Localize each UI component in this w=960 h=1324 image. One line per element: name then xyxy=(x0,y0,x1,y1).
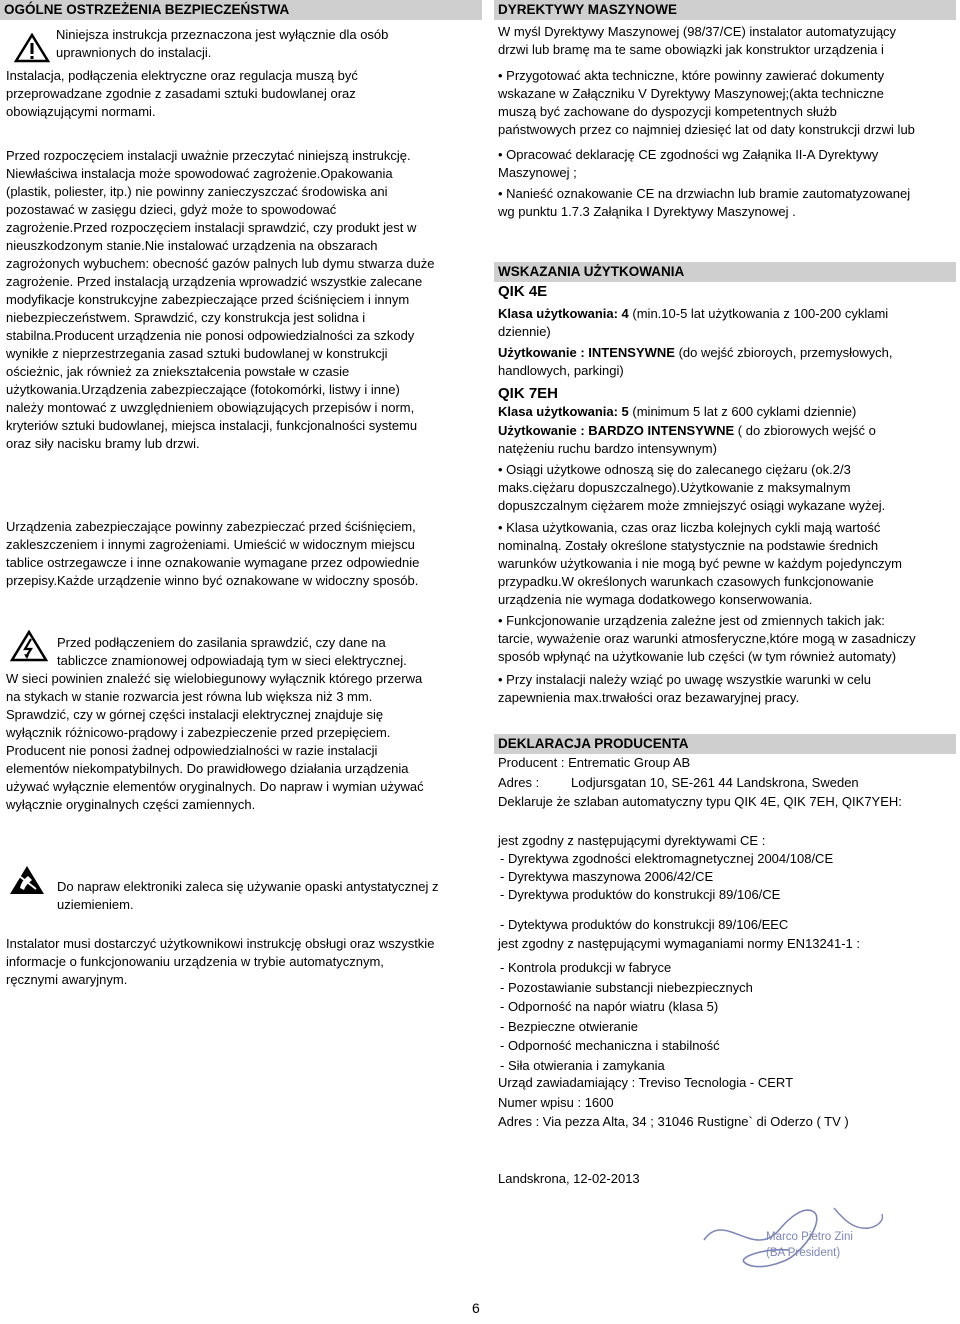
notified-body-address: Adres : Via pezza Alta, 34 ; 31046 Rustigne` di Oderzo ( TV ) xyxy=(498,1114,849,1129)
usage-class-label: Klasa użytkowania: 4 xyxy=(498,306,629,321)
bullet-ce-marking xyxy=(498,185,910,221)
general-warnings-header: OGÓLNE OSTRZEŻENIA BEZPIECZEŃSTWA xyxy=(0,0,482,20)
usage-class-detail: (minimum 5 lat z 600 cyklami dziennie) xyxy=(628,404,857,419)
text-line: tablice ostrzegawcze i inne oznakowanie wymagane przez odpowiednie xyxy=(6,555,420,570)
text-line: natężeniu ruchu bardzo intensywnym) xyxy=(498,441,717,456)
bullet-ce-declaration xyxy=(498,146,878,182)
place-and-date: Landskrona, 12-02-2013 xyxy=(498,1171,640,1186)
model-qik7eh: QIK 7EH xyxy=(498,385,559,402)
text-line: elementów niekompatybilnych. Do prawidłowego działania urządzenia xyxy=(6,761,409,776)
electrical-hazard-icon xyxy=(10,630,48,662)
producer-line: Producent : Entrematic Group AB xyxy=(498,755,691,770)
text-line: pozostawać w zasięgu dzieci, gdyż może to spowodować xyxy=(6,202,337,217)
electrical-line-1: Przed podłączeniem do zasilania sprawdzić, czy dane na xyxy=(57,635,386,650)
bullet-installation-conditions xyxy=(498,671,871,707)
text-line: zapewnienia max.trwałości oraz bezawaryjnej pracy. xyxy=(498,690,800,705)
conformity-directives-intro: jest zgodny z następującymi dyrektywami CE : xyxy=(498,833,766,848)
usage-class-detail: (min.10-5 lat użytkowania z 100-200 cyklami xyxy=(628,306,889,321)
electrical-line-2: tabliczce znamionowej odpowiadają tym w sieci elektrycznej. xyxy=(57,653,407,668)
paragraph-installer-must xyxy=(6,935,434,989)
text-line: (plastik, poliester, itp.) nie powinny zanieczyszczać środowiska ani xyxy=(6,184,388,199)
text-line: Maszynowej ; xyxy=(498,165,577,180)
list-item: - Kontrola produkcji w fabryce xyxy=(500,960,672,975)
conformity-norm-intro: jest zgodny z następującymi wymaganiami normy EN13241-1 : xyxy=(498,936,861,951)
page-number: 6 xyxy=(472,1300,480,1316)
text-line: dziennie) xyxy=(498,324,551,339)
text-line: • Funkcjonowanie urządzenia zależne jest od zmiennych takich jak: xyxy=(498,612,916,630)
text-line: oraz siły nacisku bramy lub drzwi. xyxy=(6,436,200,451)
text-line: W myśl Dyrektywy Maszynowej (98/37/CE) instalator automatyzujący xyxy=(498,24,897,39)
text-line: nieuszkodzonym stanie.Nie instalować urządzenia na obszarach xyxy=(6,238,378,253)
text-line: ościeżnic, jak również za zniekształcenia powstałe w czasie xyxy=(6,364,350,379)
bullet-usage-class xyxy=(498,519,902,609)
usage-class-5 xyxy=(498,403,856,421)
usage-indications-header: WSKAZANIA UŻYTKOWANIA xyxy=(494,262,956,282)
bullet-performance xyxy=(498,461,885,515)
text-line: zakleszczeniem i innymi zagrożeniami. Umieścić w widocznym miejscu xyxy=(6,537,415,552)
text-line: należy montować z uwzględnieniem obowiązujących przepisów i norm, xyxy=(6,400,415,415)
usage-type-intensive xyxy=(498,344,892,380)
text-line: urządzenia nie wymaga dodatkowego konserwowania. xyxy=(498,592,813,607)
warning-icon xyxy=(14,33,50,63)
registration-number: Numer wpisu : 1600 xyxy=(498,1095,614,1110)
text-line: • Opracować deklarację CE zgodności wg Załąnika II-A Dyrektywy xyxy=(498,146,878,164)
paragraph-network xyxy=(6,670,424,814)
paragraph-before-installation xyxy=(6,147,435,453)
text-line: używać wyłącznie elementów oryginalnych. Do napraw i wymian używać xyxy=(6,779,424,794)
esd-line-2: uziemieniem. xyxy=(57,897,134,912)
declaration-line: Deklaruje że szlaban automatyczny typu QIK 4E, QIK 7EH, QIK7YEH: xyxy=(498,794,902,809)
usage-type-label: Użytkowanie : INTENSYWNE xyxy=(498,345,675,360)
directive-intro xyxy=(498,23,896,59)
paragraph-installation xyxy=(6,67,358,121)
intro-line-1: Niniejsza instrukcja przeznaczona jest wyłącznie dla osób xyxy=(56,27,389,42)
text-line: przypadku.W określonych warunkach czasowych funkcjonowanie xyxy=(498,574,874,589)
intro-line-2: uprawnionych do instalacji. xyxy=(56,45,212,60)
bullet-functioning xyxy=(498,612,916,666)
list-item: - Odporność mechaniczna i stabilność xyxy=(500,1038,720,1053)
text-line: kryteriów sztuki budowlanej, miejsca instalacji, funkcjonalności systemu xyxy=(6,418,418,433)
text-line: sposób wpłynąć na użytkowanie lub części (w tym również automaty) xyxy=(498,649,897,664)
paragraph-safety-devices xyxy=(6,518,419,590)
address-label: Adres : xyxy=(498,775,540,790)
text-line: ręcznymi awaryjnym. xyxy=(6,972,128,987)
signature xyxy=(694,1200,894,1276)
list-item: - Dyrektywa zgodności elektromagnetycznej 2004/108/CE xyxy=(500,851,834,866)
directive-extra: - Dytektywa produktów do konstrukcji 89/106/EEC xyxy=(500,917,789,932)
text-line: Instalator musi dostarczyć użytkownikowi instrukcję obsługi oraz wszystkie xyxy=(6,936,435,951)
usage-type-label: Użytkowanie : BARDZO INTENSYWNE xyxy=(498,423,735,438)
text-line: wg punktu 1.7.3 Załąnika I Dyrektywy Maszynowej . xyxy=(498,204,796,219)
notified-body: Urząd zawiadamiający : Treviso Tecnologia - CERT xyxy=(498,1075,794,1090)
manufacturer-declaration-header: DEKLARACJA PRODUCENTA xyxy=(494,734,956,754)
usage-class-4 xyxy=(498,305,888,341)
text-line: wyłącznik różnicowo-prądowy i zabezpieczenie przed przepięciem. xyxy=(6,725,391,740)
signature-name: Marco Pietro Zini xyxy=(766,1231,853,1243)
text-line: Urządzenia zabezpieczające powinny zabezpieczać przed ściśnięciem, xyxy=(6,519,416,534)
text-line: przeprowadzane zgodnie z zasadami sztuki budowlanej oraz xyxy=(6,86,356,101)
text-line: • Klasa użytkowania, czas oraz liczba kolejnych cykli mają wartość xyxy=(498,519,902,537)
directives-list xyxy=(500,850,833,904)
text-line: Instalacja, podłączenia elektryczne oraz regulacja muszą być xyxy=(6,68,358,83)
esd-line-1: Do napraw elektroniki zaleca się używanie opaski antystatycznej z xyxy=(57,879,439,894)
list-item: - Bezpieczne otwieranie xyxy=(500,1018,639,1034)
text-line: Producent nie ponosi żadnej odpowiedzialności w razie instalacji xyxy=(6,743,378,758)
list-item: - Dyrektywa maszynowa 2006/42/CE xyxy=(500,869,714,884)
text-line: niebezpieczeństwem. Sprawdzić, czy konstrukcja jest solidna i xyxy=(6,310,366,325)
usage-type-very-intensive xyxy=(498,422,876,458)
text-line: Sprawdzić, czy w górnej części instalacji elektrycznej znajduje się xyxy=(6,707,384,722)
text-line: państwowych przez co najmniej dziesięć lat od daty konstrukcji drzwi lub xyxy=(498,122,915,137)
text-line: zagrożenie. Przed instalacją urządzenia wprowadzić wszystkie zalecane xyxy=(6,274,423,289)
signature-title: (BA President) xyxy=(766,1247,841,1259)
list-item: - Pozostawianie substancji niebezpiecznych xyxy=(500,979,753,995)
machinery-directives-header: DYREKTYWY MASZYNOWE xyxy=(494,0,956,20)
text-line: handlowych, parkingi) xyxy=(498,363,624,378)
text-line: Przed rozpoczęciem instalacji uważnie przeczytać niniejszą instrukcję. xyxy=(6,148,411,163)
model-qik4e: QIK 4E xyxy=(498,283,548,300)
text-line: obowiązującymi normami. xyxy=(6,104,156,119)
text-line: informacje o funkcjonowaniu urządzenia w trybie automatycznym, xyxy=(6,954,384,969)
address-value: Lodjursgatan 10, SE-261 44 Landskrona, Sweden xyxy=(571,775,859,790)
requirements-list xyxy=(500,959,753,1075)
usage-class-label: Klasa użytkowania: 5 xyxy=(498,404,629,419)
text-line: zagrożonych wybuchem: obecność gazów palnych lub dymu stwarza duże xyxy=(6,256,435,271)
list-item: - Odporność na napór wiatru (klasa 5) xyxy=(500,999,719,1014)
text-line: zagrożenie.Przed rozpoczęciem instalacji sprawdzić, czy produkt jest w xyxy=(6,220,417,235)
text-line: • Osiągi użytkowe odnoszą się do zalecanego ciężaru (ok.2/3 xyxy=(498,461,885,479)
text-line: modyfikacje konstrukcyjne zabezpieczające przed ściśnięciem i innym xyxy=(6,292,410,307)
text-line: • Nanieść oznakowanie CE na drzwiachn lub bramie zautomatyzowanej xyxy=(498,185,910,203)
usage-type-detail: (do wejść zbioroych, przemysłowych, xyxy=(674,345,893,360)
text-line: tarcie, wyważenie oraz warunki atmosferyczne,które mogą w zasadniczy xyxy=(498,631,916,646)
text-line: W sieci powinien znaleźć się wielobiegunowy wyłącznik którego przerwa xyxy=(6,671,423,686)
text-line: wskazane w Załączniku V Dyrektywy Maszynowej;(akta techniczne xyxy=(498,86,884,101)
text-line: muszą być zachowane do dyspozycji kompetentnych służb xyxy=(498,104,837,119)
esd-icon xyxy=(8,864,46,896)
text-line: przepisy.Każde urządzenie winno być oznakowane w widoczny sposób. xyxy=(6,573,419,588)
text-line: • Przygotować akta techniczne, które powinny zawierać dokumenty xyxy=(498,67,915,85)
text-line: drzwi lub bramę ma te same obowiązki jak konstruktor urządzenia i xyxy=(498,42,884,57)
text-line: użytkowania.Urządzenia zabezpieczające (fotokomórki, listwy i inne) xyxy=(6,382,400,397)
text-line: • Przy instalacji należy wziąć po uwagę wszystkie warunki w celu xyxy=(498,671,871,689)
text-line: maks.ciężaru dopuszczalnego).Użytkowanie z maksymalnym xyxy=(498,480,851,495)
usage-type-detail: ( do zbiorowych wejść o xyxy=(734,423,876,438)
text-line: warunków użytkowania i nie mogą być pewne w każdym pojedynczym xyxy=(498,556,902,571)
text-line: nominalną. Zostały określone statystycznie na podstawie średnich xyxy=(498,538,879,553)
text-line: na stykach w stanie rozwarcia jest równa lub większa niż 3 mm. xyxy=(6,689,373,704)
text-line: wynikłe z nieprzestrzegania zasad sztuki budowlanej w konstrukcji xyxy=(6,346,388,361)
text-line: wyłącznie oryginalnych części zamiennych. xyxy=(6,797,256,812)
text-line: stabilna.Producent urządzenia nie ponosi odpowiedzialności za szkody xyxy=(6,328,415,343)
list-item: - Dyrektywa produktów do konstrukcji 89/106/CE xyxy=(500,887,781,902)
text-line: Niewłaściwa instalacja może spowodować zagrożenie.Opakowania xyxy=(6,166,393,181)
bullet-technical-file xyxy=(498,67,915,139)
list-item: - Siła otwierania i zamykania xyxy=(500,1057,665,1073)
text-line: dopuszczalnym ciężarem może zmniejszyć osiągi wykazane wyżej. xyxy=(498,498,886,513)
